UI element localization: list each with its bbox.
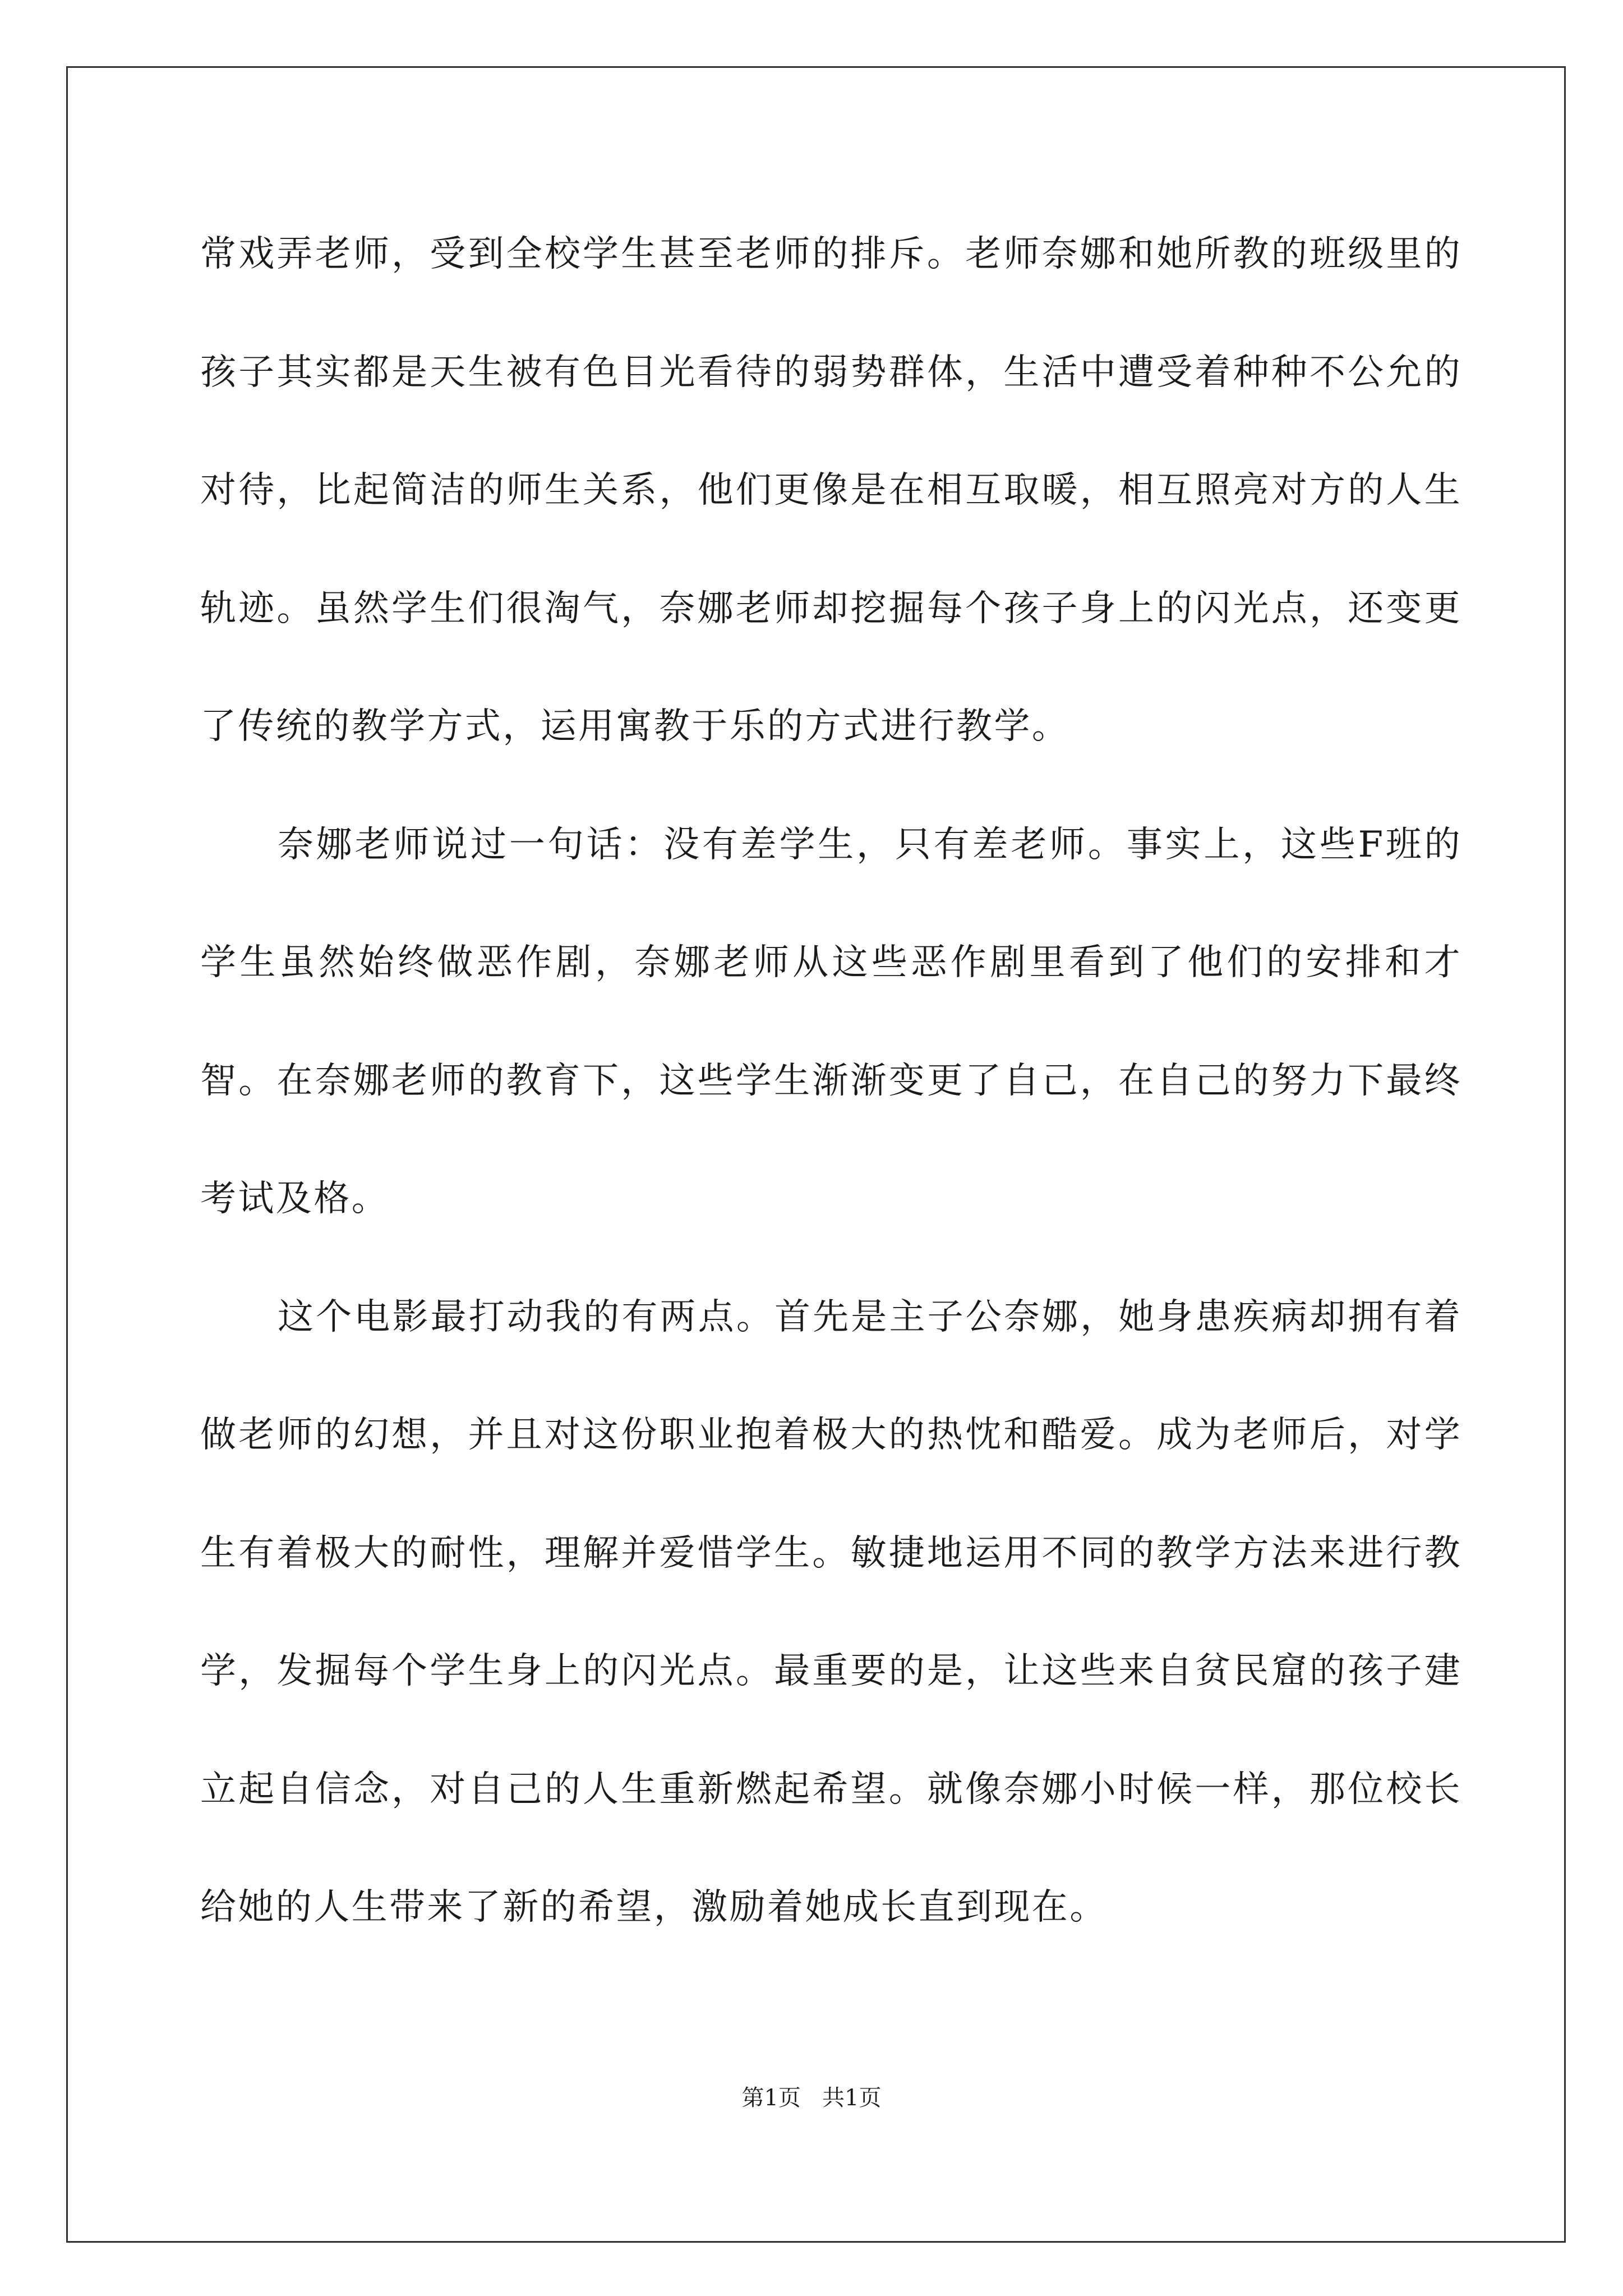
document-body: [200, 195, 1462, 1967]
paragraph-2: 奈娜老师说过一句话：没有差学生，只有差老师。事实上，这些F班的学生虽然始终做恶作剧，奈娜老师从这些恶作剧里看到了他们的安排和才智。在奈娜老师的教育下，这些学生渐渐变更了自己，在自己的努力下最终考试及格。: [200, 823, 1462, 1220]
page-footer: 第1页 共1页: [741, 2085, 882, 2111]
paragraph-1: 常戏弄老师，受到全校学生甚至老师的排斥。老师奈娜和她所教的班级里的孩子其实都是天生被有色目光看待的弱势群体，生活中遭受着种种不公允的对待，比起简洁的师生关系，他们更像是在相互取暖，相互照亮对方的人生轨迹。虽然学生们很淘气，奈娜老师却挖掘每个孩子身上的闪光点，还变更了传统的教学方式，运用寓教于乐的方式进行教学。: [200, 233, 1462, 747]
paragraph-3: 这个电影最打动我的有两点。首先是主子公奈娜，她身患疾病却拥有着做老师的幻想，并且对这份职业抱着极大的热忱和酷爱。成为老师后，对学生有着极大的耐性，理解并爱惜学生。敏捷地运用不同的教学方法来进行教学，发掘每个学生身上的闪光点。最重要的是，让这些来自贫民窟的孩子建立起自信念，对自己的人生重新燃起希望。就像奈娜小时候一样，那位校长给她的人生带来了新的希望，激励着她成长直到现在。: [200, 1296, 1462, 1928]
